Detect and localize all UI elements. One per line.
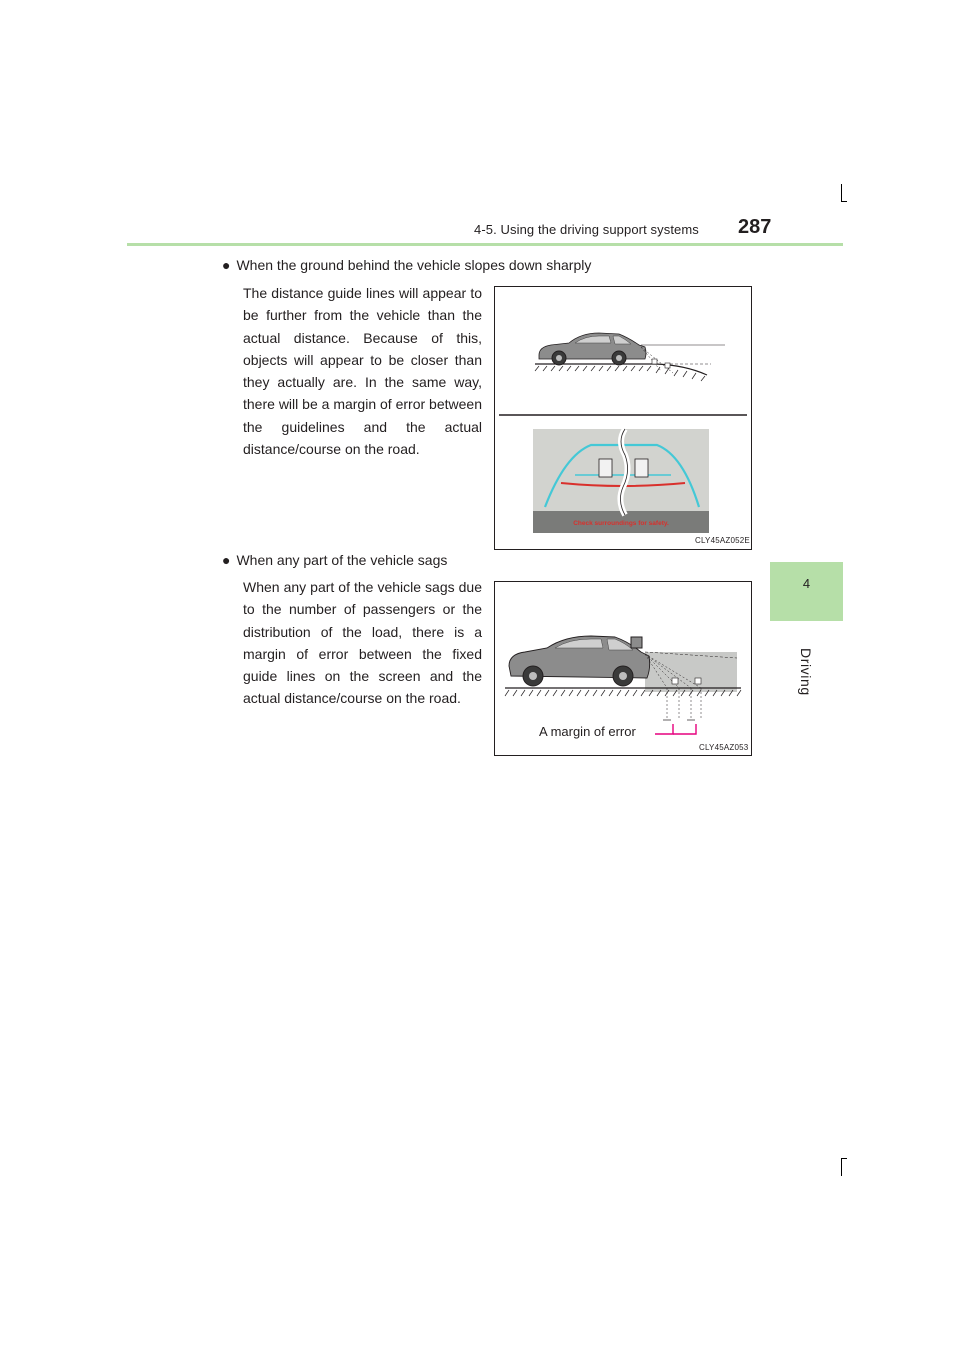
paragraph-sag: When any part of the vehicle sags due to the number of passengers or the distribution of the load, there is a margin of error between the fixed guide lines on the screen and the actual distance/course on the road. xyxy=(243,579,482,707)
crop-mark-top xyxy=(841,184,842,202)
screen-message: Check surroundings for safety. xyxy=(573,520,669,527)
bullet-heading-sag xyxy=(222,552,447,568)
crop-mark-bottom xyxy=(841,1158,842,1176)
bullet-icon: ● xyxy=(222,257,231,273)
chapter-number: 4 xyxy=(802,576,811,591)
figure-slope xyxy=(494,286,752,550)
header-rule xyxy=(127,243,843,246)
car-icon xyxy=(539,333,646,365)
figure-code: CLY45AZ052E xyxy=(695,536,750,545)
crop-mark-top-foot xyxy=(841,201,847,202)
slope-illustration xyxy=(495,287,751,549)
crop-mark-bottom-foot xyxy=(841,1158,847,1159)
figure-code: CLY45AZ053 xyxy=(699,743,749,752)
chapter-tab xyxy=(770,562,843,621)
figure-sag xyxy=(494,581,752,756)
page-number: 287 xyxy=(738,216,772,238)
section-title: 4-5. Using the driving support systems xyxy=(474,222,699,237)
bullet-icon: ● xyxy=(222,552,231,568)
margin-of-error-label: A margin of error xyxy=(539,724,636,739)
car-icon xyxy=(509,636,650,686)
bullet-heading-text: When the ground behind the vehicle slopes down sharply xyxy=(236,257,592,273)
paragraph-slope: The distance guide lines will appear to be further from the vehicle than the actual distance. Because of this, objects will appear to be closer than they actually are. In the same way, there will be a margin of error between the guidelines and the actual distance/course on the road. xyxy=(243,285,482,458)
bullet-heading-text: When any part of the vehicle sags xyxy=(236,552,448,568)
chapter-label: Driving xyxy=(798,648,814,696)
bullet-heading-slope xyxy=(222,257,591,273)
